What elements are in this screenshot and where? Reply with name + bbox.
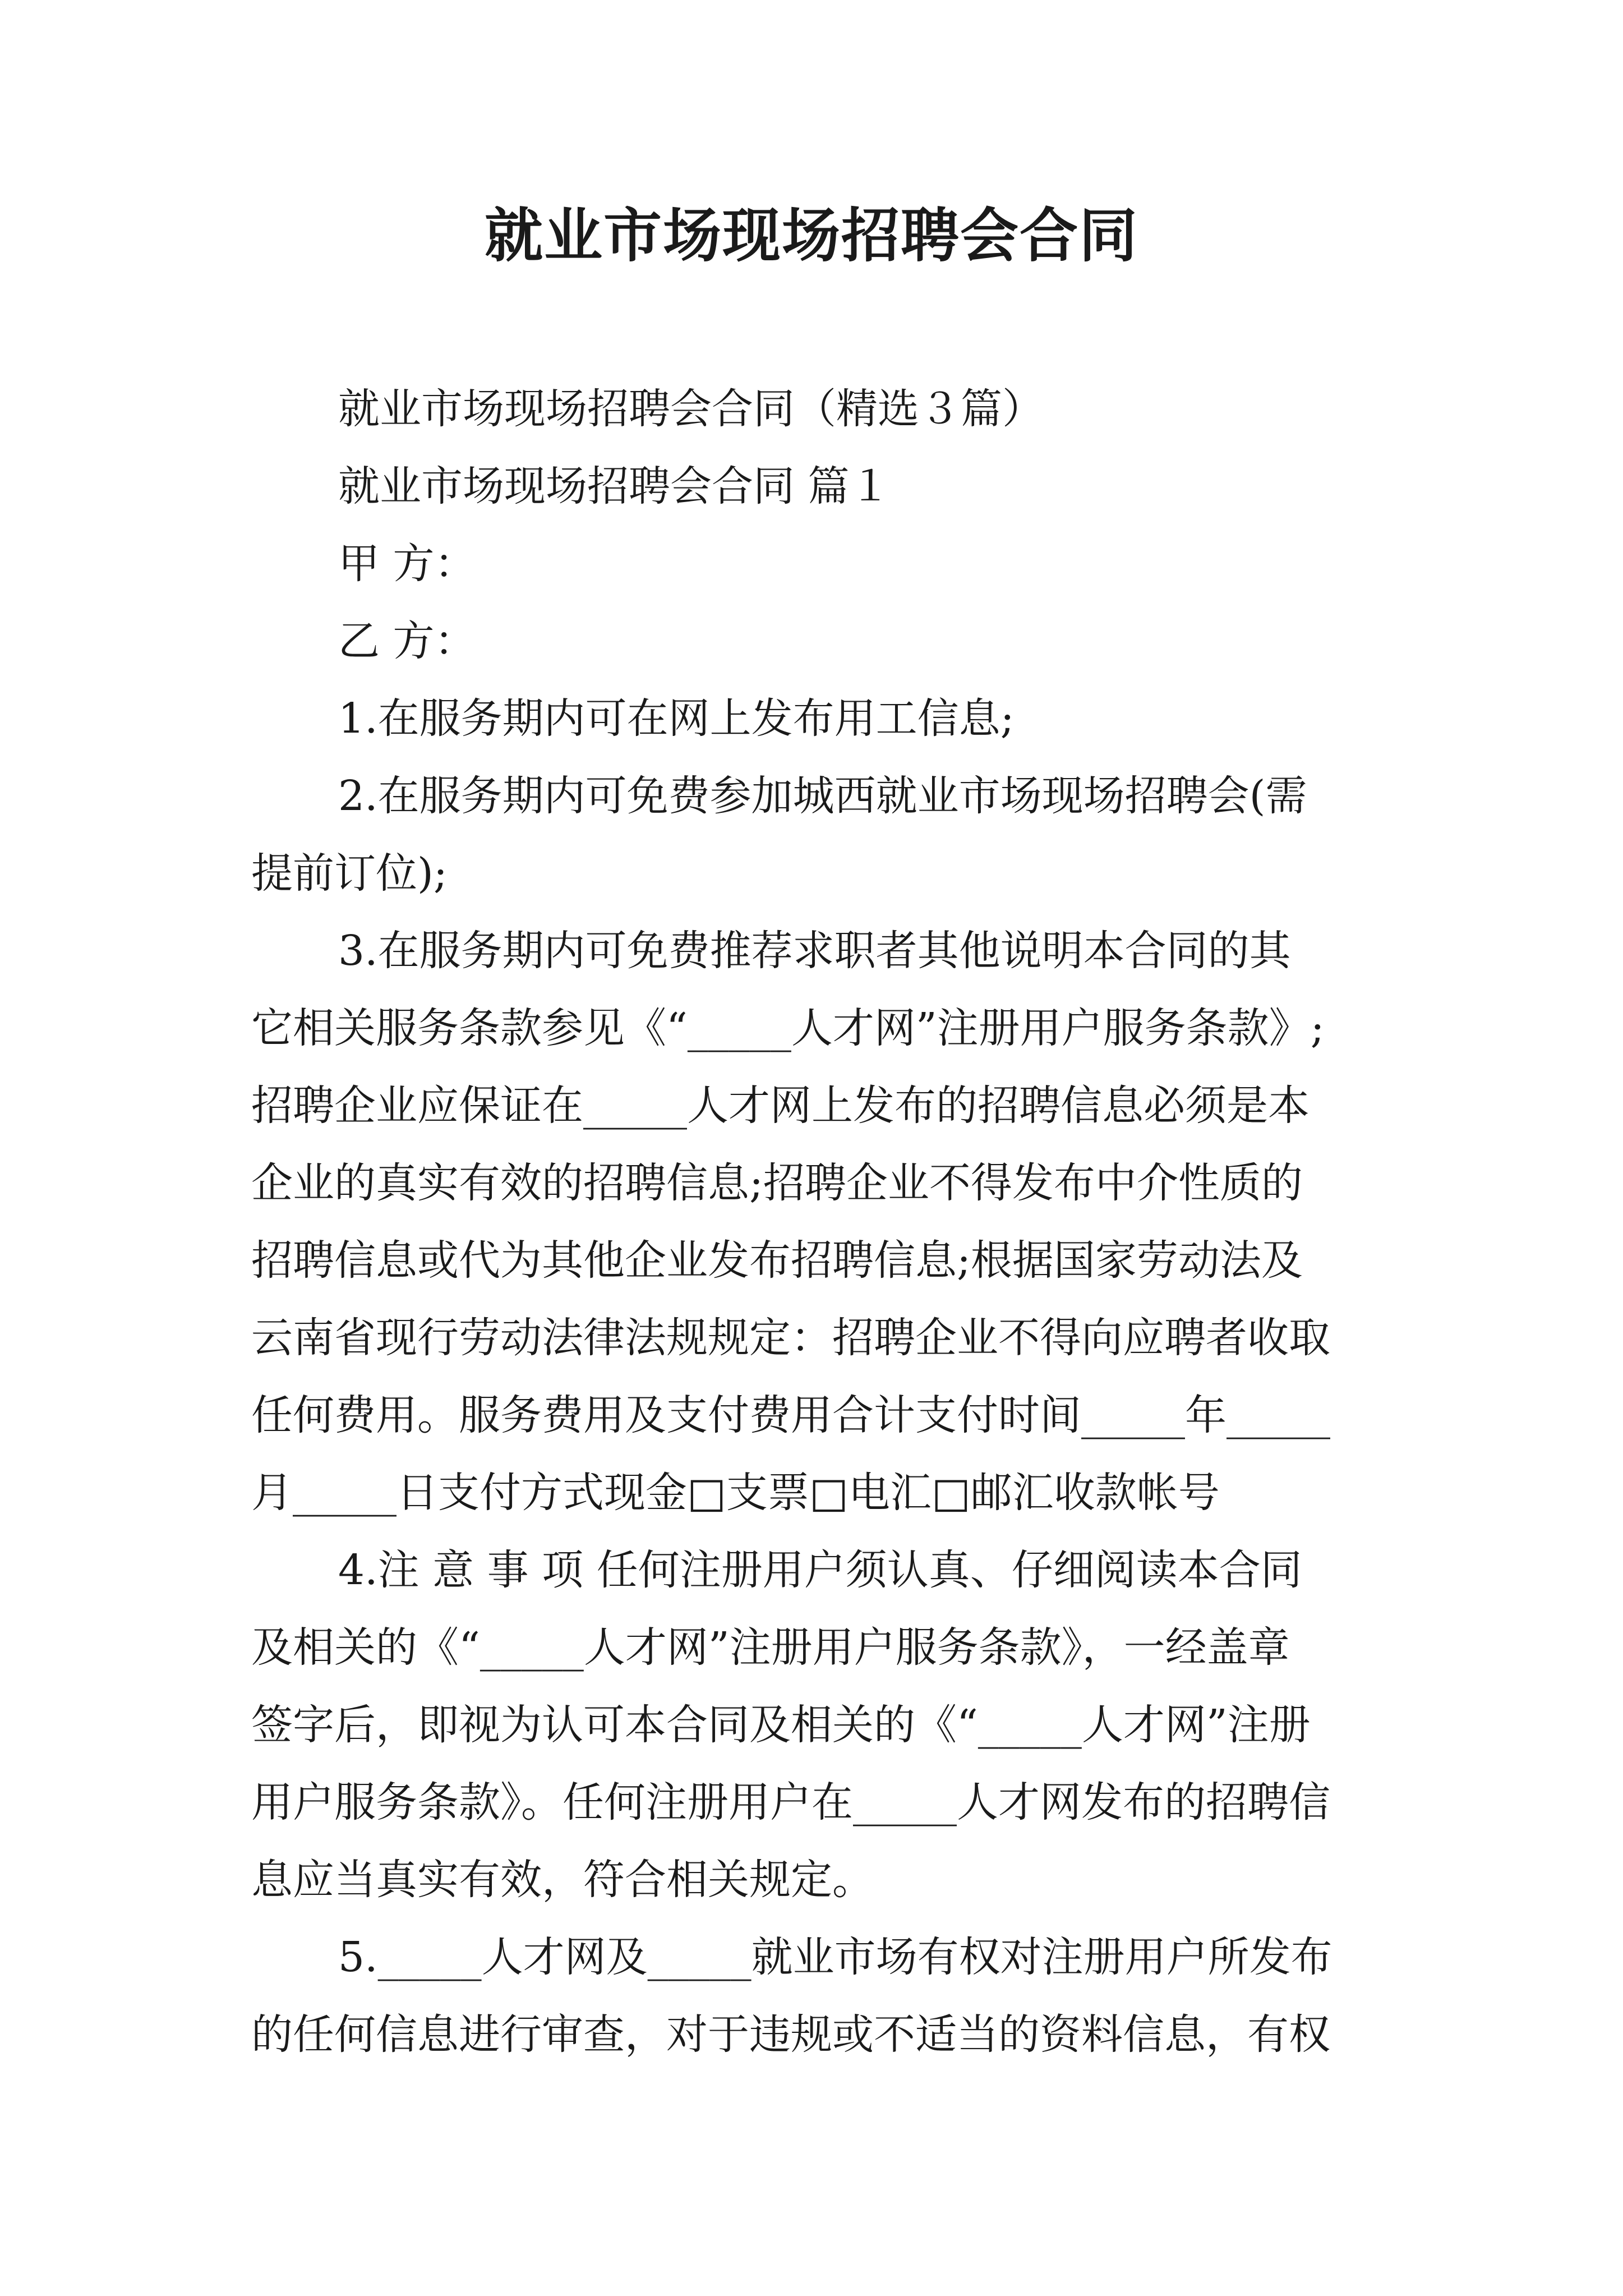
doc-line-clause-3-cont-3: 企业的真实有效的招聘信息;招聘企业不得发布中介性质的	[251, 1159, 1303, 1207]
doc-line-clause-3-cont-7: 月_____日支付方式现金□支票□电汇□邮汇收款帐号	[251, 1469, 1220, 1517]
doc-line-clause-3-cont-2: 招聘企业应保证在_____人才网上发布的招聘信息必须是本	[251, 1082, 1310, 1130]
document-title: 就业市场现场招聘会合同	[484, 201, 1138, 270]
doc-line-clause-1: 1.在服务期内可在网上发布用工信息;	[338, 694, 1015, 743]
doc-line-clause-5: 5._____人才网及_____就业市场有权对注册用户所发布	[338, 1933, 1332, 1981]
doc-line-clause-4-cont-2: 签字后，即视为认可本合同及相关的《“_____人才网”注册	[251, 1701, 1311, 1749]
doc-line-clause-2: 2.在服务期内可免费参加城西就业市场现场招聘会(需	[338, 772, 1307, 820]
doc-line-party-a: 甲 方：	[338, 540, 476, 588]
doc-line-clause-3-cont-5: 云南省现行劳动法律法规规定：招聘企业不得向应聘者收取	[251, 1314, 1330, 1362]
doc-line-clause-4-cont-4: 息应当真实有效，符合相关规定。	[251, 1856, 874, 1904]
doc-line-clause-4-cont-1: 及相关的《“_____人才网”注册用户服务条款》，一经盖章	[251, 1623, 1290, 1672]
doc-line-clause-3-cont-1: 它相关服务条款参见《“_____人才网”注册用户服务条款》;	[251, 1004, 1325, 1052]
doc-line-clause-4: 4.注 意 事 项 任何注册用户须认真、仔细阅读本合同	[338, 1546, 1302, 1594]
doc-line-party-b: 乙 方：	[338, 617, 476, 665]
doc-line-clause-5-cont-1: 的任何信息进行审查，对于违规或不适当的资料信息，有权	[251, 2010, 1330, 2059]
doc-line-section-heading: 就业市场现场招聘会合同 篇１	[338, 462, 891, 510]
doc-line-clause-3: 3.在服务期内可免费推荐求职者其他说明本合同的其	[338, 927, 1291, 975]
doc-line-subtitle: 就业市场现场招聘会合同（精选３篇）	[338, 385, 1044, 433]
doc-line-clause-4-cont-3: 用户服务条款》。任何注册用户在_____人才网发布的招聘信	[251, 1778, 1330, 1826]
document-body	[251, 370, 1373, 2073]
doc-line-clause-3-cont-4: 招聘信息或代为其他企业发布招聘信息;根据国家劳动法及	[251, 1236, 1303, 1285]
doc-line-clause-3-cont-6: 任何费用。服务费用及支付费用合计支付时间_____年_____	[251, 1391, 1330, 1439]
doc-line-clause-2-cont: 提前订位);	[251, 849, 448, 898]
